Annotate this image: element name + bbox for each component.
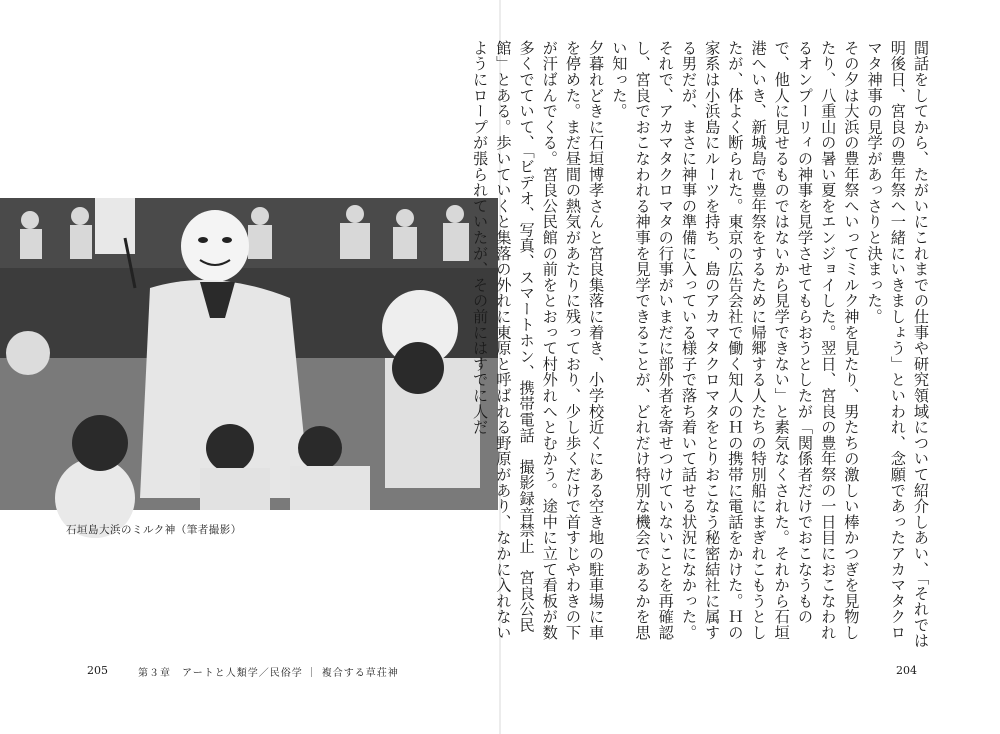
running-head [138, 664, 399, 679]
running-head-section: 複合する草荘神 [321, 668, 399, 679]
body-text [471, 40, 932, 652]
paragraph: 夕暮れどきに石垣博孝さんと宮良集落に着き、小学校近くにある空き地の駐車場に車を停めた。まだ昼間の熱気があたりに残っており、少し歩くだけで首すじやわきの下が汗ばんでくる。宮良公民館の前をとおって村外れへとむかう。途中に立て看板が数多くでていて、「ビデオ、写真、スマートホン、携帯電話 撮影録音禁止 宮良公民館」とある。歩いていくと集落の外れに東原と呼ばれる野原があり、なかに入れないようにロープが張られていたが、その前にはすでに人だ [471, 40, 606, 641]
running-head-chapter: 第３章 アートと人類学／民俗学 [138, 668, 303, 679]
festival-photo-illustration [0, 198, 498, 510]
page-number-left: 205 [87, 664, 108, 677]
photo-caption: 石垣島大浜のミルク神（筆者撮影） [66, 524, 242, 536]
page-number-right: 204 [896, 664, 917, 677]
paragraph: 間話をしてから、たがいにこれまでの仕事や研究領域について紹介しあい、「それでは明後日、宮良の豊年祭へ一緒にいきましょう」といわれ、念願であったアカマタクロマタ神事の見学があっさりと決まった。 [865, 40, 930, 649]
running-head-separator: ｜ [306, 668, 318, 679]
paragraph: その夕は大浜の豊年祭へいってミルク神を見たり、男たちの激しい棒かつぎを見物したり、八重山の暑い夏をエンジョイした。翌日、宮良の豊年祭の一日目におこなわれるオンプーリィの神事を見学させてもらおうとしたが「関係者だけでおこなうもので、他人に見せるものではないから見学できない」と素気なくされた。それから石垣港へいき、新城島で豊年祭をするために帰郷する人たちの特別船にまぎれこもうとしたが、体よく断られた。東京の広告会社で働く知人のＨの携帯に電話をかけた。Ｈの家系は小浜島にルーツを持ち、島のアカマタクロマタをとりおこなう秘密結社に属する男だが、まさに神事の準備に入っている様子で落ち着いて話せる状況になかった。それで、アカマタクロマタの行事がいまだに部外者を寄せつけていないことを再確認し、宮良でおこなわれる神事を見学できることが、どれだけ特別な機会であるかを思い知った。 [610, 40, 861, 641]
festival-photo [0, 198, 498, 510]
